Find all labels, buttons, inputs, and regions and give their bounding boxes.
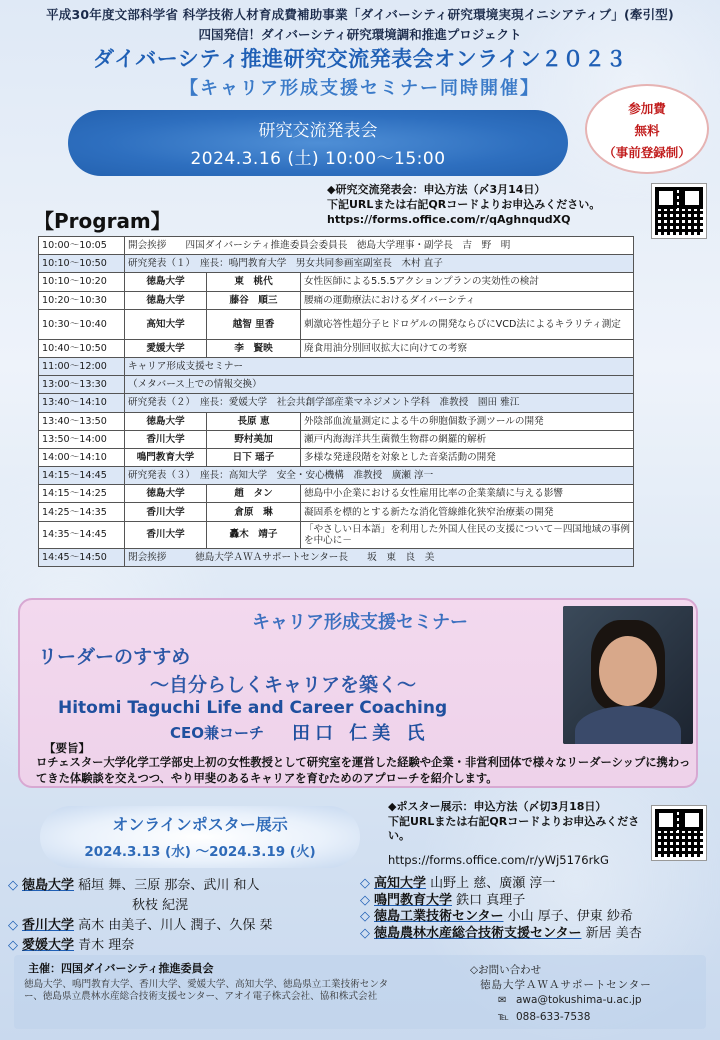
program-time: 13:50～14:00 (39, 430, 125, 448)
program-item: （メタバース上での情報交換） (125, 376, 634, 394)
program-row (39, 376, 634, 394)
contact-organization: 徳島大学ＡＷＡサポートセンター (480, 979, 652, 991)
program-time: 10:40～10:50 (39, 339, 125, 357)
program-row (39, 394, 634, 412)
presenter-line (8, 876, 273, 896)
presenter-names: 鉄口 真理子 (456, 892, 526, 908)
program-presenter: 李 賢映 (207, 339, 301, 357)
fee-label: 参加費 (628, 101, 666, 116)
fee-free: 無料 (634, 123, 660, 138)
presenter-affiliation: 徳島工業技術センター (374, 909, 504, 924)
program-presenter: 東 桃代 (207, 273, 301, 291)
program-time: 13:40～14:10 (39, 394, 125, 412)
poster-qr-code[interactable] (652, 806, 706, 860)
poster-apply-info (388, 800, 643, 844)
program-topic: 徳島中小企業における女性雇用比率の企業業績に与える影響 (301, 485, 634, 503)
presenter-names: 稲垣 舞、三原 那奈、武川 和人 (78, 878, 260, 893)
session-date: 2024.3.16 (土) 10:00～15:00 (190, 149, 446, 169)
program-item: 開会挨拶 四国ダイバーシティ推進委員会委員長 徳島大学理事・副学長 吉 野 明 (125, 237, 634, 255)
program-presenter: 野村美加 (207, 430, 301, 448)
presenter-affiliation: 徳島大学 (22, 878, 75, 893)
program-table (38, 236, 634, 567)
program-topic: 女性医師による5.5.5アクションプランの実効性の検討 (301, 273, 634, 291)
presenter-names: 高木 由美子、川人 潤子、久保 栞 (78, 918, 273, 933)
project-line: 四国発信！ダイバーシティ研究環境調和推進プロジェクト (198, 27, 522, 42)
program-topic: 凝固系を標的とする新たな消化管線維化狭窄治療薬の開発 (301, 503, 634, 521)
program-time: 14:15～14:45 (39, 467, 125, 485)
diamond-icon: ◇ (360, 925, 370, 941)
program-row (39, 467, 634, 485)
program-row (39, 255, 634, 273)
program-university: 徳島大学 (125, 291, 207, 309)
program-row (39, 357, 634, 375)
program-presenter: 越智 里香 (207, 309, 301, 339)
program-item: 研究発表（１） 座長：鳴門教育大学 男女共同参画室副室長 木村 直子 (125, 255, 634, 273)
diamond-icon: ◇ (360, 909, 370, 924)
event-title: ダイバーシティ推進研究交流発表会オンライン２０２３ (93, 47, 627, 71)
presenter-names: 青木 理奈 (78, 938, 135, 953)
program-presenter: 倉原 琳 (207, 503, 301, 521)
program-time: 14:35～14:45 (39, 521, 125, 548)
contact-email[interactable] (498, 994, 642, 1006)
header (0, 0, 720, 100)
footer (14, 955, 706, 1029)
organizer-list: 徳島大学、鳴門教育大学、香川大学、愛媛大学、高知大学、徳島県立工業技術センター、徳島県立農林水産総合技術支援センター、アオイ電子株式会社、協和株式会社 (24, 979, 389, 1002)
program-presenter: 日下 瑶子 (207, 448, 301, 466)
presenter-affiliation: 高知大学 (374, 876, 427, 891)
program-row (39, 291, 634, 309)
seminar-lead-title: リーダーのすすめ (38, 646, 191, 668)
phone-icon: ℡ (498, 1012, 509, 1023)
seminar-lead-subtitle: ～自分らしくキャリアを築く～ (150, 674, 417, 696)
presenter-line (8, 916, 273, 936)
contact-label: ◇お問い合わせ (470, 964, 542, 976)
program-row (39, 548, 634, 566)
fee-registration: （事前登録制） (603, 145, 691, 160)
presenter-names: 山野上 慈、廣瀬 淳一 (430, 876, 556, 891)
program-presenter: 趙 タン (207, 485, 301, 503)
program-university: 徳島大学 (125, 273, 207, 291)
presenter-line (360, 893, 642, 910)
poster-title: オンラインポスター展示 (112, 815, 288, 834)
program-label: 【Program】 (34, 209, 171, 233)
program-topic: 廃食用油分別回収拡大に向けての考察 (301, 339, 634, 357)
apply-method: ◆研究交流発表会：申込方法（〆3月14日） (327, 183, 546, 196)
program-presenter: 長原 恵 (207, 412, 301, 430)
presenter-affiliation: 愛媛大学 (22, 938, 75, 953)
program-university: 愛媛大学 (125, 339, 207, 357)
presenter-line (8, 896, 273, 916)
funding-line: 平成30年度文部科学省 科学技術人材育成費補助事業「ダイバーシティ研究環境実現イニシアティブ」(牽引型) (46, 7, 674, 22)
program-topic: 外陰部血流量測定による牛の卵胞個数予測ツールの開発 (301, 412, 634, 430)
seminar-panel (18, 598, 698, 788)
email-address[interactable]: awa@tokushima-u.ac.jp (516, 994, 642, 1006)
session-qr-code[interactable] (652, 184, 706, 238)
program-university: 徳島大学 (125, 412, 207, 430)
program-time: 13:40～13:50 (39, 412, 125, 430)
presenter-names: 新居 美杏 (585, 925, 642, 941)
summary-text: ロチェスター大学化学工学部史上初の女性教授として研究室を運営した経験や企業・非営利団体で様々なリーダーシップに携わってきた体験談を交えつつ、やり甲斐のあるキャリアを育むためのアプローチを紹介します。 (36, 756, 691, 785)
presenter-line (8, 936, 273, 956)
program-presenter: 轟木 靖子 (207, 521, 301, 548)
program-item: 研究発表（２） 座長：愛媛大学 社会共創学部産業マネジメント学科 准教授 園田 雅江 (125, 394, 634, 412)
program-time: 10:10～10:50 (39, 255, 125, 273)
program-time: 14:45～14:50 (39, 548, 125, 566)
program-time: 13:00～13:30 (39, 376, 125, 394)
presenter-affiliation: 徳島農林水産総合技術支援センター (374, 925, 582, 941)
diamond-icon: ◇ (8, 878, 18, 893)
program-row (39, 448, 634, 466)
program-university: 香川大学 (125, 430, 207, 448)
mail-icon: ✉ (498, 995, 507, 1006)
speaker-photo (563, 606, 693, 744)
apply-url-link[interactable]: https://forms.office.com/r/qAghnqudXQ (327, 213, 571, 226)
presenters-left (8, 876, 273, 956)
presenters-right (360, 876, 642, 942)
program-university: 香川大学 (125, 521, 207, 548)
poster-banner (40, 806, 360, 868)
program-university: 徳島大学 (125, 485, 207, 503)
contact-label-text: お問い合わせ (478, 964, 542, 976)
program-row (39, 503, 634, 521)
session-title: 研究交流発表会 (258, 121, 378, 141)
program-time: 10:10～10:20 (39, 273, 125, 291)
program-item: 研究発表（３） 座長：高知大学 安全・安心機構 准教授 廣瀬 淳一 (125, 467, 634, 485)
event-subtitle: 【キャリア形成支援セミナー同時開催】 (180, 78, 540, 99)
presenter-line (360, 926, 642, 943)
speaker-role: CEO兼コーチ (170, 724, 265, 742)
summary-label: 【要旨】 (44, 741, 90, 755)
program-topic: 多様な発達段階を対象とした音楽活動の開発 (301, 448, 634, 466)
program-topic: 腰痛の運動療法におけるダイバーシティ (301, 291, 634, 309)
presenter-names: 秋枝 紀滉 (132, 898, 189, 913)
program-row (39, 339, 634, 357)
program-topic: 刺激応答性超分子ヒドロゲルの開発ならびにVCD法によるキラリティ測定 (301, 309, 634, 339)
program-presenter: 藤谷 順三 (207, 291, 301, 309)
contact-phone (498, 1011, 590, 1023)
program-time: 10:20～10:30 (39, 291, 125, 309)
poster-apply-method: ◆ポスター展示：申込方法（〆切3月18日） (388, 800, 607, 813)
program-row (39, 412, 634, 430)
fee-badge (585, 84, 709, 174)
organizer-label: 主催：四国ダイバーシティ推進委員会 (28, 962, 214, 975)
presenter-affiliation: 香川大学 (22, 918, 75, 933)
program-row (39, 521, 634, 548)
speaker-name: 田口 仁美 氏 (292, 723, 430, 744)
program-time: 10:30～10:40 (39, 309, 125, 339)
program-row (39, 309, 634, 339)
presenter-affiliation: 鳴門教育大学 (374, 892, 453, 908)
session-banner (68, 110, 568, 176)
program-topic: 瀬戸内海海洋共生菌微生物群の網羅的解析 (301, 430, 634, 448)
program-university: 高知大学 (125, 309, 207, 339)
program-time: 14:25～14:35 (39, 503, 125, 521)
program-university: 香川大学 (125, 503, 207, 521)
poster-apply-instruction: 下記URLまたは右記QRコードよりお申込みください。 (388, 814, 640, 842)
program-time: 14:00～14:10 (39, 448, 125, 466)
program-row (39, 273, 634, 291)
diamond-icon: ◇ (360, 892, 370, 908)
program-item: キャリア形成支援セミナー (125, 357, 634, 375)
poster-date: 2024.3.13 (水) ～2024.3.19 (火) (84, 844, 316, 860)
apply-instruction: 下記URLまたは右記QRコードよりお申込みください。 (327, 198, 601, 211)
session-apply-info (327, 182, 637, 227)
seminar-title: キャリア形成支援セミナー (252, 612, 468, 633)
diamond-icon: ◇ (8, 918, 18, 933)
program-university: 鳴門教育大学 (125, 448, 207, 466)
program-item: 閉会挨拶 徳島大学ＡＷＡサポートセンター長 坂 東 良 美 (125, 548, 634, 566)
phone-number: 088-633-7538 (516, 1011, 591, 1023)
presenter-names: 小山 厚子、伊東 紗希 (507, 909, 633, 924)
program-topic: 「やさしい日本語」を利用した外国人住民の支援について－四国地域の事例を中心に－ (301, 521, 634, 548)
program-time: 11:00～12:00 (39, 357, 125, 375)
speaker-organization: Hitomi Taguchi Life and Career Coaching (58, 698, 448, 718)
program-time: 14:15～14:25 (39, 485, 125, 503)
program-row (39, 237, 634, 255)
diamond-icon: ◇ (360, 876, 370, 891)
program-time: 10:00～10:05 (39, 237, 125, 255)
program-row (39, 485, 634, 503)
program-row (39, 430, 634, 448)
presenter-line (360, 909, 642, 926)
diamond-icon: ◇ (8, 938, 18, 953)
presenter-line (360, 876, 642, 893)
poster-url-link[interactable]: https://forms.office.com/r/yWj5176rkG (388, 853, 609, 867)
